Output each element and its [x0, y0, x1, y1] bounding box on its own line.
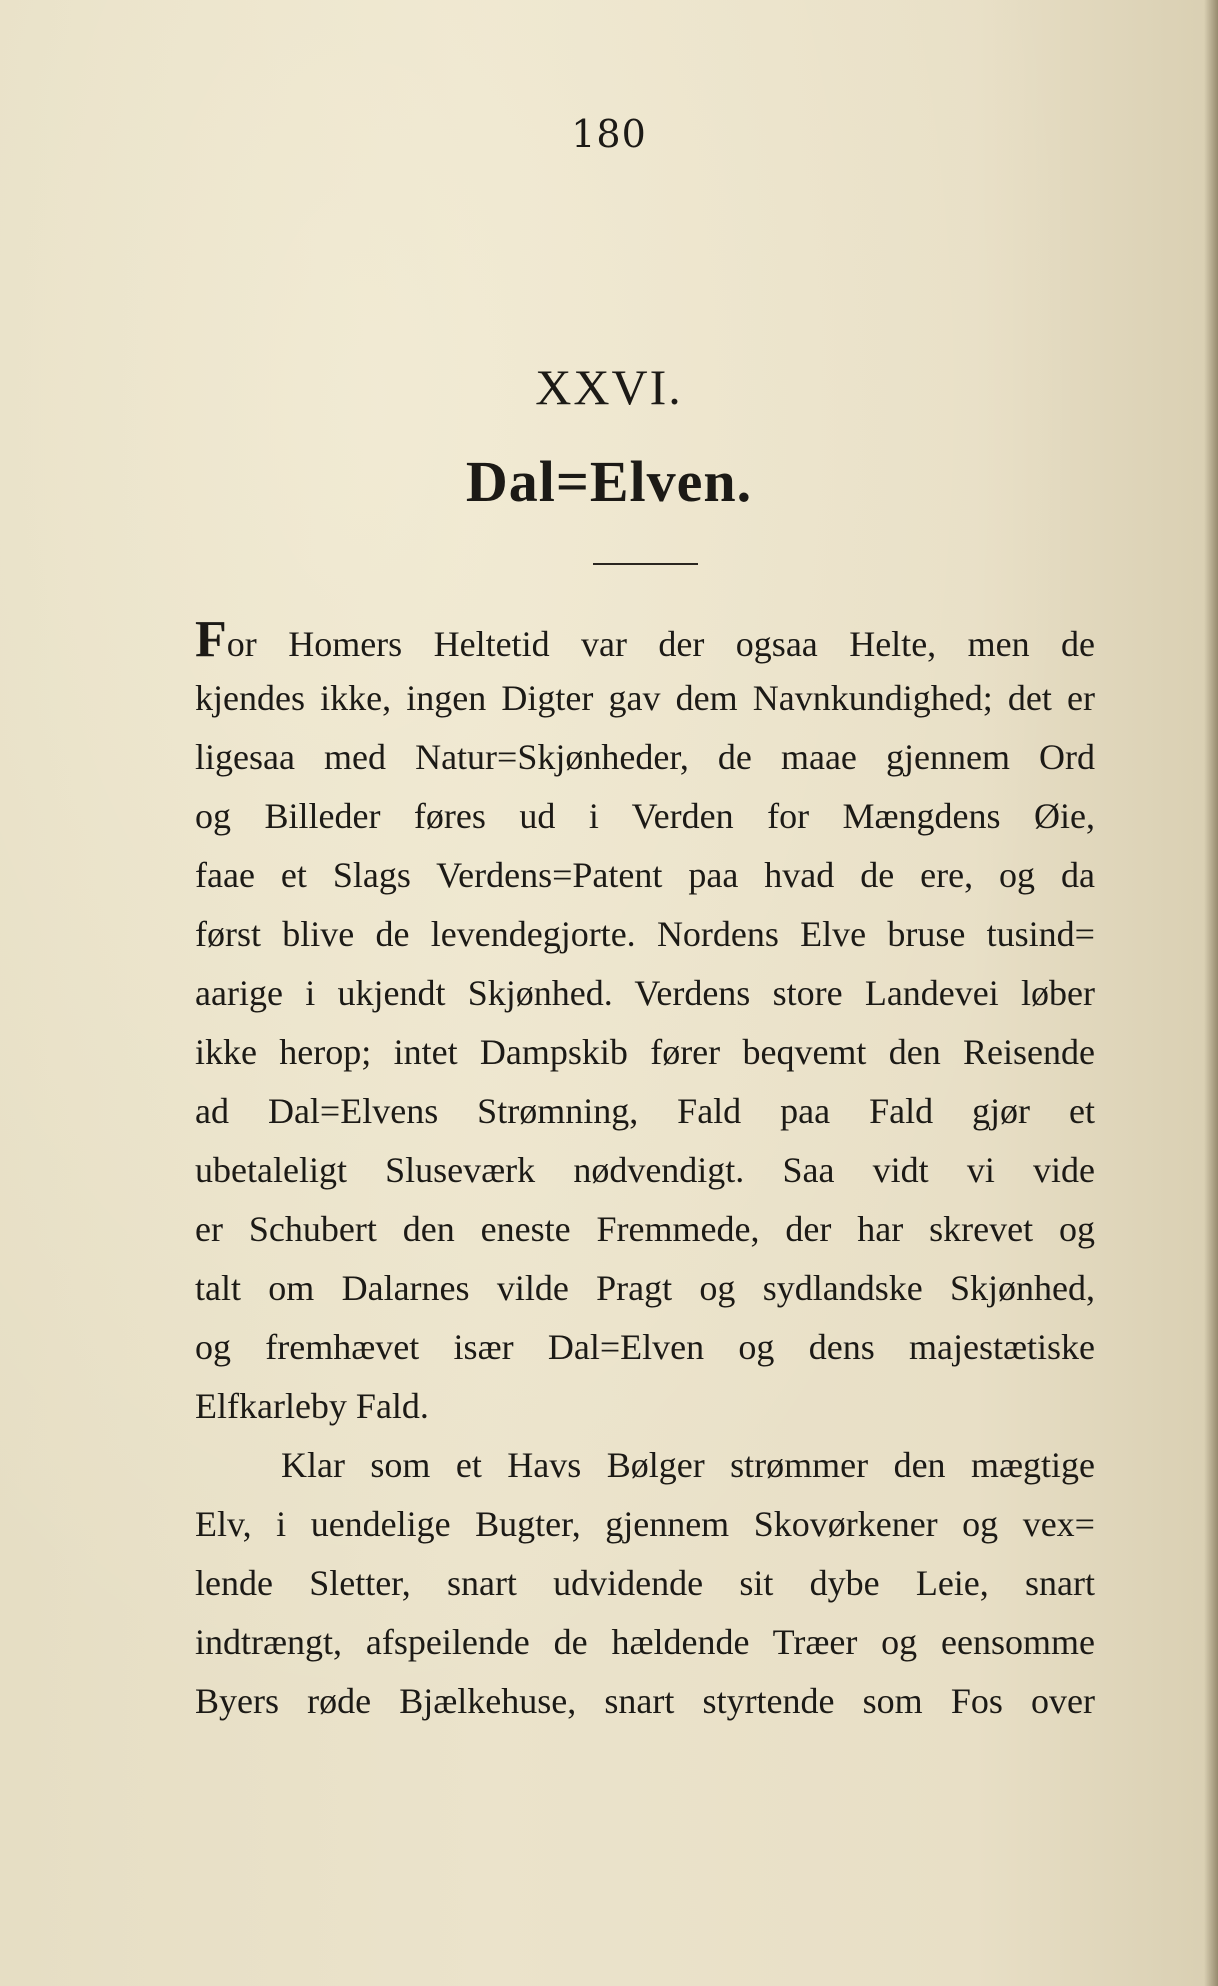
text-line: ubetaleligt Sluseværk nødvendigt. Saa vidt vi vide: [195, 1150, 1095, 1190]
text-line: aarige i ukjendt Skjønhed. Verdens store Landevei løber: [195, 973, 1095, 1013]
text-line: først blive de levendegjorte. Nordens Elve bruse tusind=: [195, 914, 1095, 954]
chapter-title: Dal=Elven.: [465, 449, 753, 514]
text-line: indtrængt, afspeilende de hældende Træer og eensomme: [195, 1622, 1095, 1662]
text-line: ad Dal=Elvens Strømning, Fald paa Fald gjør et: [195, 1091, 1095, 1131]
first-line-text: or Homers Heltetid var der ogsaa Helte, men de: [226, 624, 1095, 664]
text-line: [195, 610, 1095, 669]
text-line: ikke herop; intet Dampskib fører beqvemt den Reisende: [195, 1032, 1095, 1072]
text-line: er Schubert den eneste Fremmede, der har skrevet og: [195, 1209, 1095, 1249]
text-line: og fremhævet især Dal=Elven og dens majestætiske: [195, 1327, 1095, 1367]
text-line: ligesaa med Natur=Skjønheder, de maae gjennem Ord: [195, 737, 1095, 777]
chapter-number: XXVI.: [535, 359, 683, 415]
text-line: Klar som et Havs Bølger strømmer den mægtige: [281, 1445, 1095, 1485]
text-line: talt om Dalarnes vilde Pragt og sydlandske Skjønhed,: [195, 1268, 1095, 1308]
text-line: Elfkarleby Fald.: [195, 1386, 429, 1426]
text-line: faae et Slags Verdens=Patent paa hvad de ere, og da: [195, 855, 1095, 895]
text-line: og Billeder føres ud i Verden for Mængdens Øie,: [195, 796, 1095, 836]
drop-cap: F: [195, 611, 227, 668]
text-line: Byers røde Bjælkehuse, snart styrtende som Fos over: [195, 1681, 1095, 1721]
body-text: [195, 610, 1095, 1731]
text-line: kjendes ikke, ingen Digter gav dem Navnkundighed; det er: [195, 678, 1095, 718]
title-divider: [593, 563, 698, 565]
text-line: Elv, i uendelige Bugter, gjennem Skovørkener og vex=: [195, 1504, 1095, 1544]
page-number: 180: [571, 112, 647, 156]
text-line: lende Sletter, snart udvidende sit dybe Leie, snart: [195, 1563, 1095, 1603]
page-edge-shadow: [1204, 0, 1218, 1986]
